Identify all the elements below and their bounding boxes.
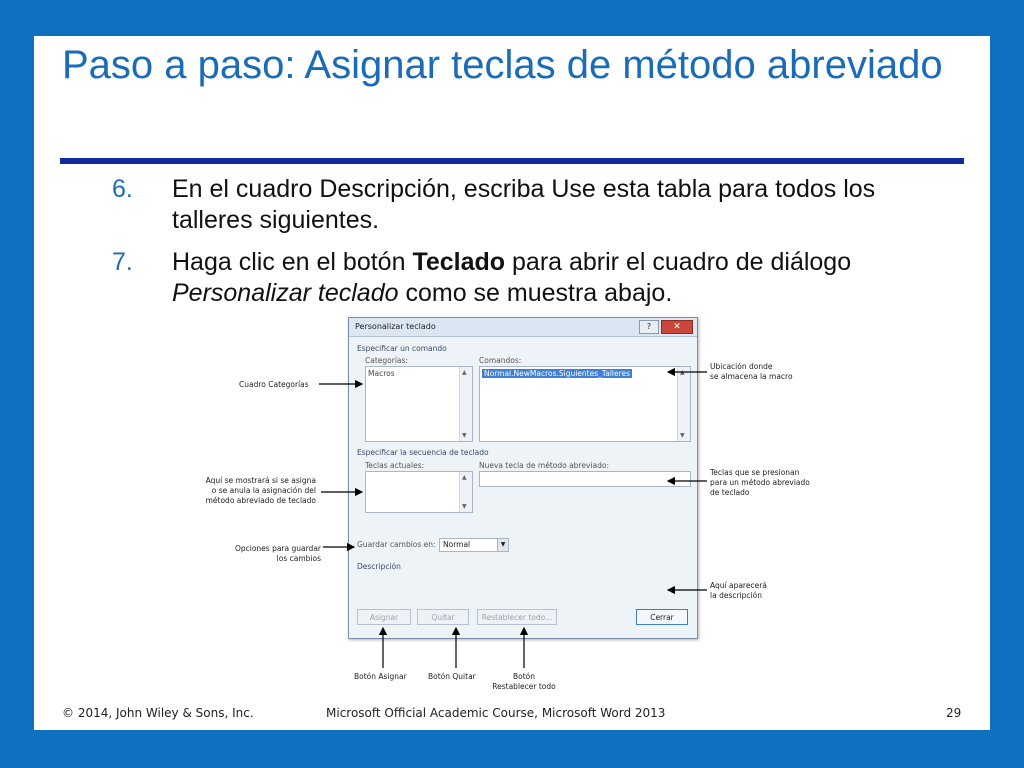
customize-keyboard-dialog	[348, 317, 698, 639]
list-item[interactable]: Macros	[368, 369, 395, 378]
footer-copyright: © 2014, John Wiley & Sons, Inc.	[62, 706, 254, 720]
list-item-selected[interactable]: Normal.NewMacros.Siguientes_Talleres	[484, 369, 631, 378]
scroll-down-icon[interactable]: ▼	[462, 503, 467, 510]
annotation-categories: Cuadro Categorías	[239, 380, 309, 389]
new-shortcut-key-input[interactable]	[479, 471, 691, 487]
remove-button[interactable]: Quitar	[417, 609, 469, 625]
step-7	[108, 247, 928, 309]
categories-list[interactable]	[365, 366, 473, 442]
save-in-label: Guardar cambios en:	[357, 540, 436, 549]
help-button[interactable]: ?	[639, 320, 659, 334]
group-key-sequence: Especificar la secuencia de teclado	[357, 448, 489, 457]
scroll-up-icon[interactable]: ▲	[462, 474, 467, 481]
step-text-mid: para abrir el cuadro de diálogo	[505, 248, 852, 276]
save-in-value: Normal	[443, 540, 471, 549]
close-icon[interactable]: ✕	[661, 320, 693, 334]
annotation-assignment-shown: Aquí se mostrará si se asigna o se anula la asignación del método abreviado de teclado	[205, 476, 316, 505]
title-divider	[60, 158, 964, 164]
annotation-save-options: Opciones para guardar los cambios	[234, 544, 321, 563]
dialog-titlebar	[349, 318, 697, 337]
commands-list[interactable]	[479, 366, 691, 442]
annotation-remove-button: Botón Quitar	[428, 672, 476, 681]
scroll-down-icon[interactable]: ▼	[462, 432, 467, 439]
scroll-down-icon[interactable]: ▼	[680, 432, 685, 439]
slide-title: Paso a paso: Asignar teclas de método abreviado	[62, 43, 943, 87]
step-6	[108, 174, 928, 236]
step-text-pre: Haga clic en el botón	[172, 248, 413, 276]
save-in-select[interactable]	[439, 538, 509, 552]
description-label: Descripción	[357, 562, 401, 571]
categories-label: Categorías:	[365, 356, 408, 365]
annotation-keys-pressed: Teclas que se presionan para un método abreviado de teclado	[710, 468, 810, 497]
current-keys-label: Teclas actuales:	[365, 461, 425, 470]
step-text: En el cuadro Descripción, escriba Use esta tabla para todos los talleres siguientes.	[172, 175, 876, 234]
step-number: 7.	[112, 248, 133, 276]
scroll-up-icon[interactable]: ▲	[462, 369, 467, 376]
assign-button[interactable]: Asignar	[357, 609, 411, 625]
group-specify-command: Especificar un comando	[357, 344, 447, 353]
step-text-bold: Teclado	[412, 248, 506, 276]
scrollbar[interactable]	[459, 367, 472, 441]
close-button[interactable]: Cerrar	[636, 609, 688, 625]
annotation-description: Aquí aparecerá la descripción	[710, 581, 767, 600]
reset-all-button[interactable]: Restablecer todo...	[477, 609, 557, 625]
new-key-label: Nueva tecla de método abreviado:	[479, 461, 609, 470]
step-text-italic: Personalizar teclado	[172, 279, 399, 307]
commands-label: Comandos:	[479, 356, 522, 365]
annotation-macro-location: Ubicación donde se almacena la macro	[710, 362, 793, 381]
annotation-assign-button: Botón Asignar	[354, 672, 407, 681]
step-number: 6.	[112, 175, 133, 203]
scrollbar[interactable]	[677, 367, 690, 441]
slide	[34, 36, 990, 730]
footer-course: Microsoft Official Academic Course, Microsoft Word 2013	[326, 706, 666, 720]
annotation-reset-button: Botón Restablecer todo	[492, 672, 556, 691]
chevron-down-icon[interactable]: ▼	[497, 539, 508, 551]
scrollbar[interactable]	[459, 472, 472, 512]
scroll-up-icon[interactable]: ▲	[680, 369, 685, 376]
page-number: 29	[946, 706, 962, 720]
step-text-post: como se muestra abajo.	[398, 279, 673, 307]
steps-list	[108, 174, 928, 320]
dialog-title: Personalizar teclado	[355, 322, 436, 331]
current-keys-list[interactable]	[365, 471, 473, 513]
